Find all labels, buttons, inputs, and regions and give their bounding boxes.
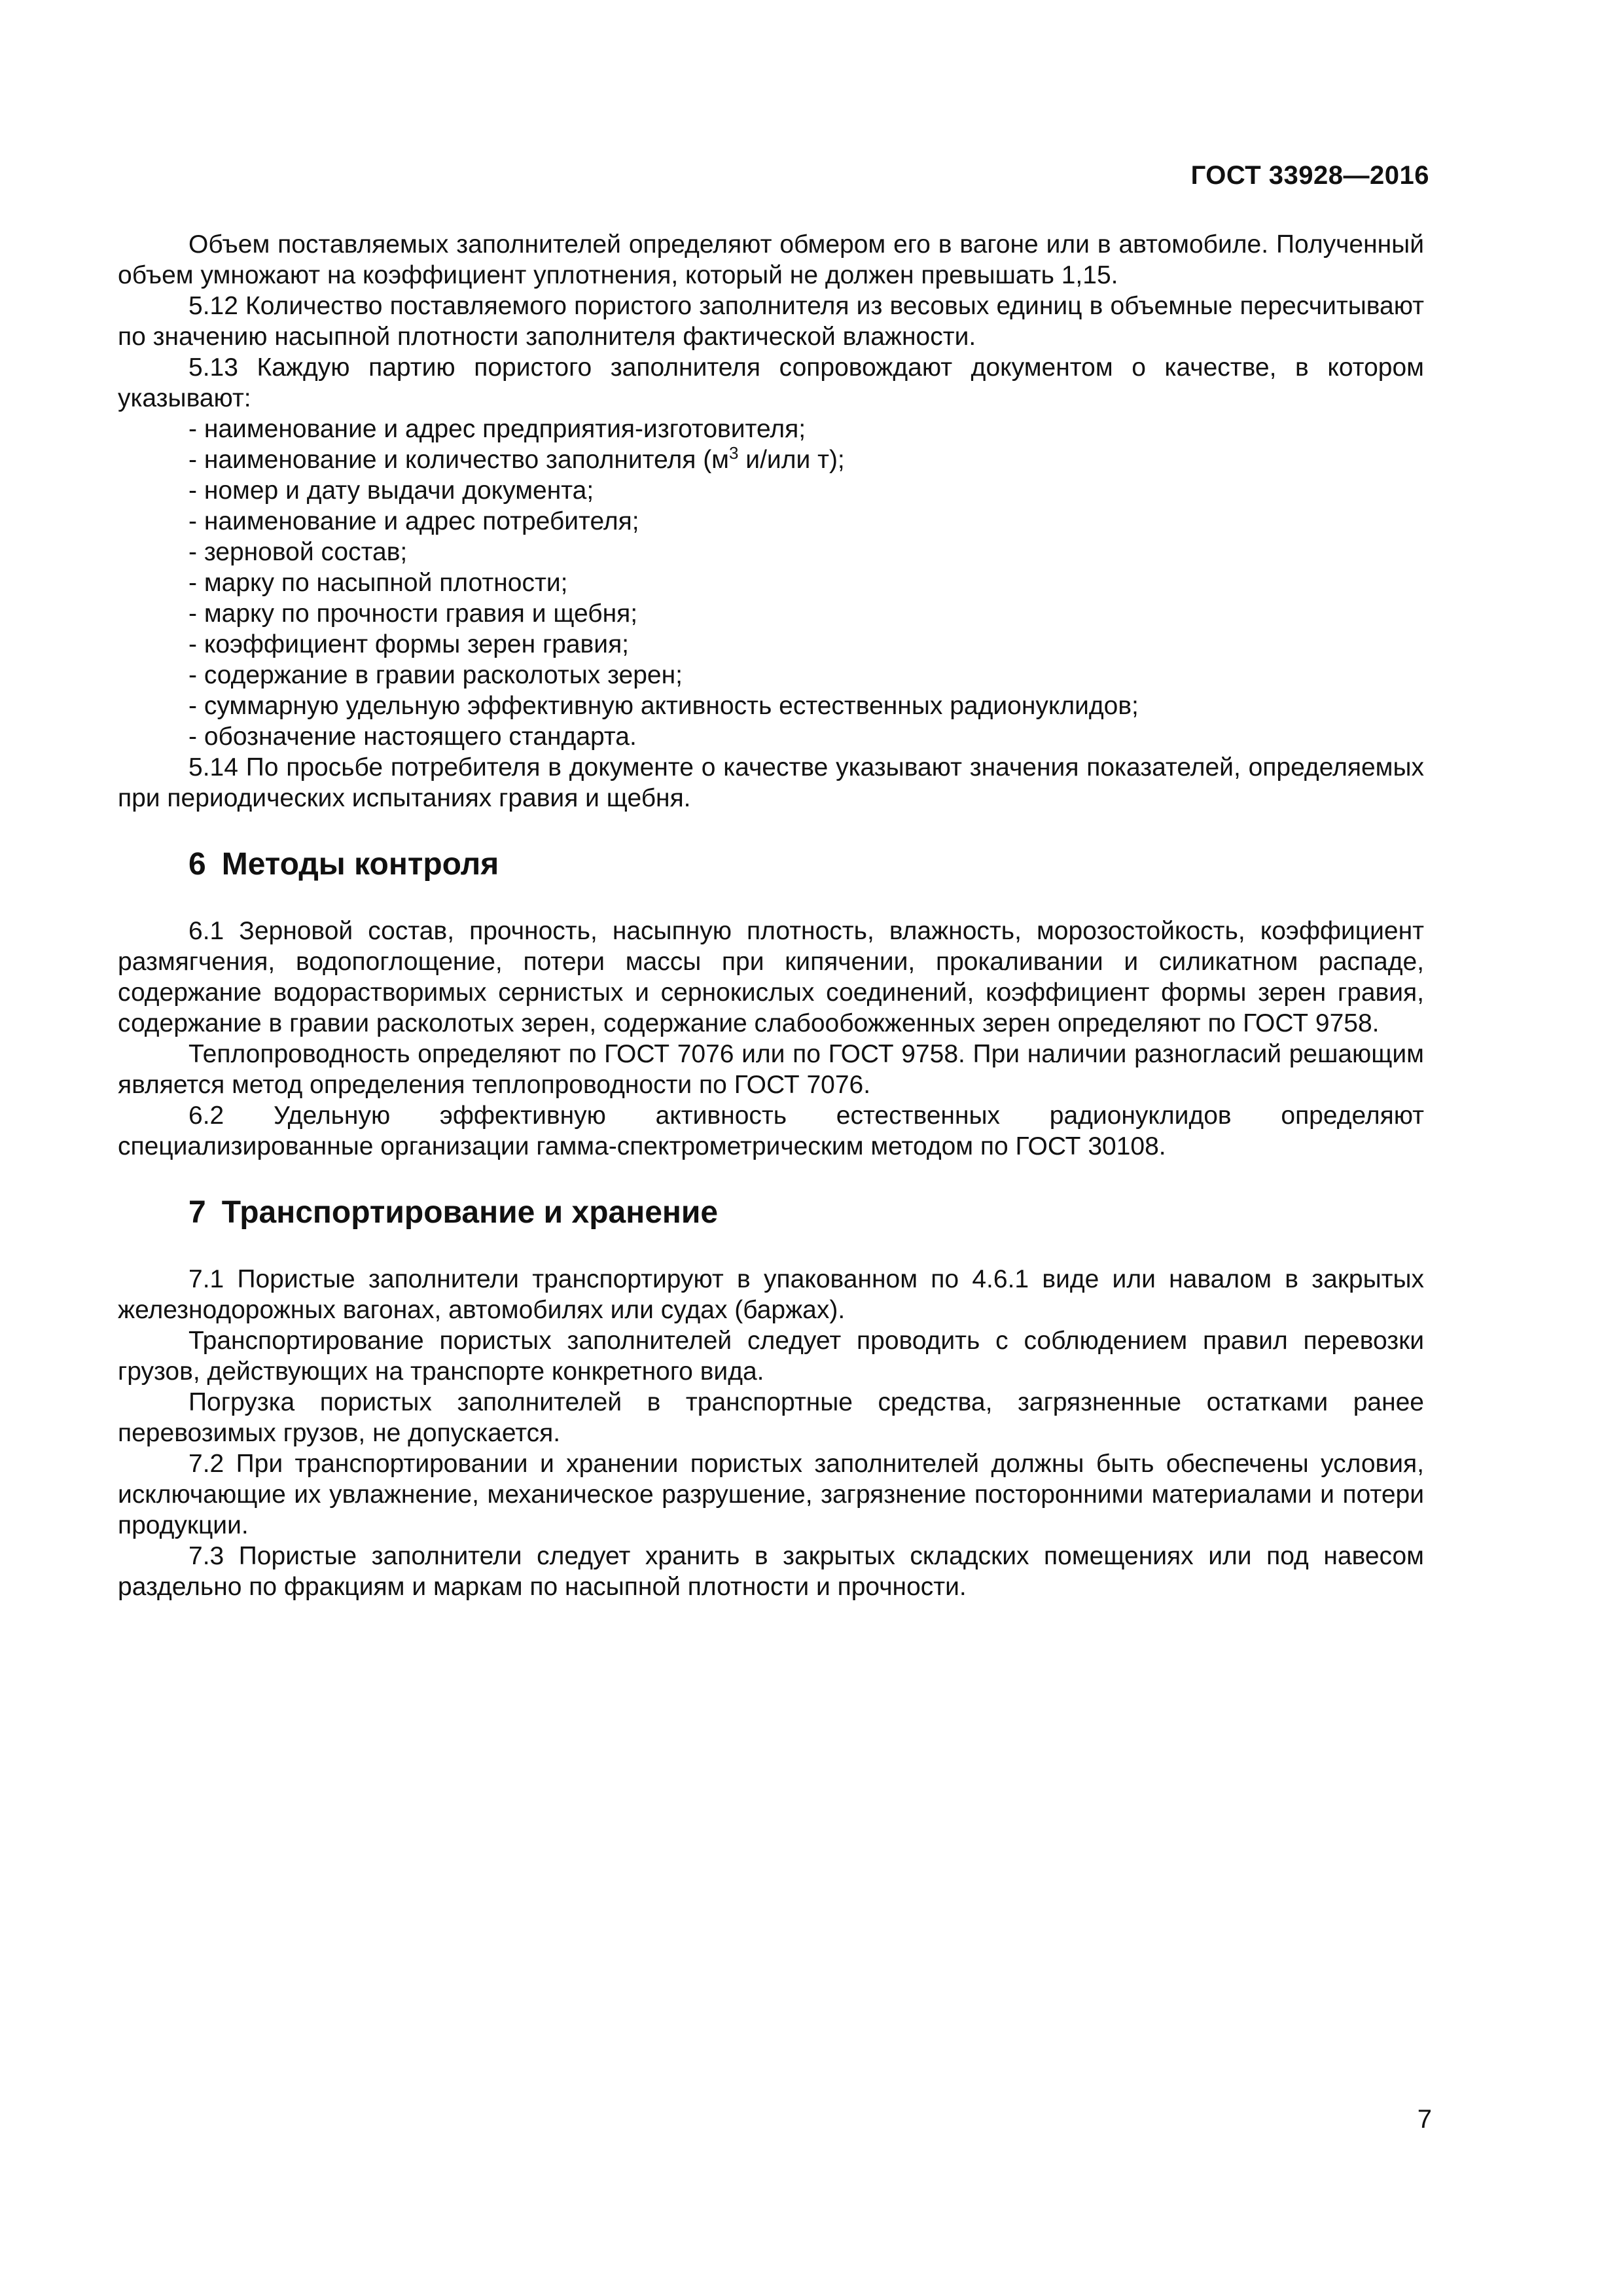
list-item: - наименование и адрес потребителя; bbox=[188, 507, 639, 535]
list-item: - зерновой состав; bbox=[188, 538, 408, 566]
paragraph-thermal-conductivity: Теплопроводность определяют по ГОСТ 7076 или по ГОСТ 9758. При наличии разногласий решающим является метод определения теплопроводности по ГОСТ 7076. bbox=[118, 1040, 1424, 1099]
section-title: Транспортирование и хранение bbox=[221, 1195, 719, 1230]
paragraph-6-1: 6.1 Зерновой состав, прочность, насыпную плотность, влажность, морозостойкость, коэффициент размягчения, водопоглощение, потери массы при кипячении, прокаливании и силикатном распаде, содержание водорастворимых сернистых и сернокислых соединений, коэффициент формы зерен гравия, содержание в гравии расколотых зерен, содержание слабообожженных зерен определяют по ГОСТ 9758. bbox=[118, 917, 1424, 1037]
section-number: 7 bbox=[188, 1195, 206, 1230]
list-item-text: и/или т); bbox=[738, 446, 845, 474]
section-6-heading bbox=[118, 846, 1424, 883]
section-title: Методы контроля bbox=[221, 847, 499, 882]
document-code-header: ГОСТ 33928—2016 bbox=[1190, 161, 1429, 190]
list-item: - суммарную удельную эффективную активность естественных радионуклидов; bbox=[188, 692, 1139, 720]
list-item bbox=[118, 444, 1424, 475]
quality-document-items-list bbox=[118, 414, 1424, 752]
list-item: - марку по прочности гравия и щебня; bbox=[188, 600, 638, 628]
section-number: 6 bbox=[188, 847, 206, 882]
paragraph-loading: Погрузка пористых заполнителей в транспортные средства, загрязненные остатками ранее перевозимых грузов, не допускается. bbox=[118, 1388, 1424, 1447]
paragraph-5-14: 5.14 По просьбе потребителя в документе о качестве указывают значения показателей, определяемых при периодических испытаниях гравия и щебня. bbox=[118, 753, 1424, 812]
list-item: - марку по насыпной плотности; bbox=[188, 569, 568, 597]
list-item: - номер и дату выдачи документа; bbox=[188, 476, 594, 505]
list-item-text: - наименование и количество заполнителя (м bbox=[188, 446, 729, 474]
paragraph-volume-measurement: Объем поставляемых заполнителей определяют обмером его в вагоне или в автомобиле. Полученный объем умножают на коэффициент уплотнения, который не должен превышать 1,15. bbox=[118, 230, 1424, 289]
paragraph-7-1: 7.1 Пористые заполнители транспортируют в упакованном по 4.6.1 виде или навалом в закрытых железнодорожных вагонах, автомобилях или судах (баржах). bbox=[118, 1265, 1424, 1324]
paragraph-transport-rules: Транспортирование пористых заполнителей следует проводить с соблюдением правил перевозки грузов, действующих на транспорте конкретного вида. bbox=[118, 1327, 1424, 1386]
section-7-heading bbox=[118, 1194, 1424, 1231]
paragraph-7-2: 7.2 При транспортировании и хранении пористых заполнителей должны быть обеспечены условия, исключающие их увлажнение, механическое разрушение, загрязнение посторонними материалами и потери продукции. bbox=[118, 1450, 1424, 1539]
paragraph-6-2: 6.2 Удельную эффективную активность естественных радионуклидов определяют специализированные организации гамма-спектрометрическим методом по ГОСТ 30108. bbox=[118, 1102, 1424, 1160]
list-item: - обозначение настоящего стандарта. bbox=[188, 723, 637, 751]
list-item: - содержание в гравии расколотых зерен; bbox=[188, 661, 683, 689]
page-content bbox=[118, 229, 1424, 1602]
paragraph-5-12: 5.12 Количество поставляемого пористого заполнителя из весовых единиц в объемные пересчитывают по значению насыпной плотности заполнителя фактической влажности. bbox=[118, 292, 1424, 351]
list-item: - коэффициент формы зерен гравия; bbox=[188, 630, 630, 658]
superscript-exponent: 3 bbox=[729, 443, 739, 463]
paragraph-5-13: 5.13 Каждую партию пористого заполнителя сопровождают документом о качестве, в котором указывают: bbox=[118, 353, 1424, 412]
page-number: 7 bbox=[1417, 2105, 1432, 2134]
paragraph-7-3: 7.3 Пористые заполнители следует хранить в закрытых складских помещениях или под навесом раздельно по фракциям и маркам по насыпной плотности и прочности. bbox=[118, 1542, 1424, 1601]
list-item: - наименование и адрес предприятия-изготовителя; bbox=[188, 415, 806, 443]
